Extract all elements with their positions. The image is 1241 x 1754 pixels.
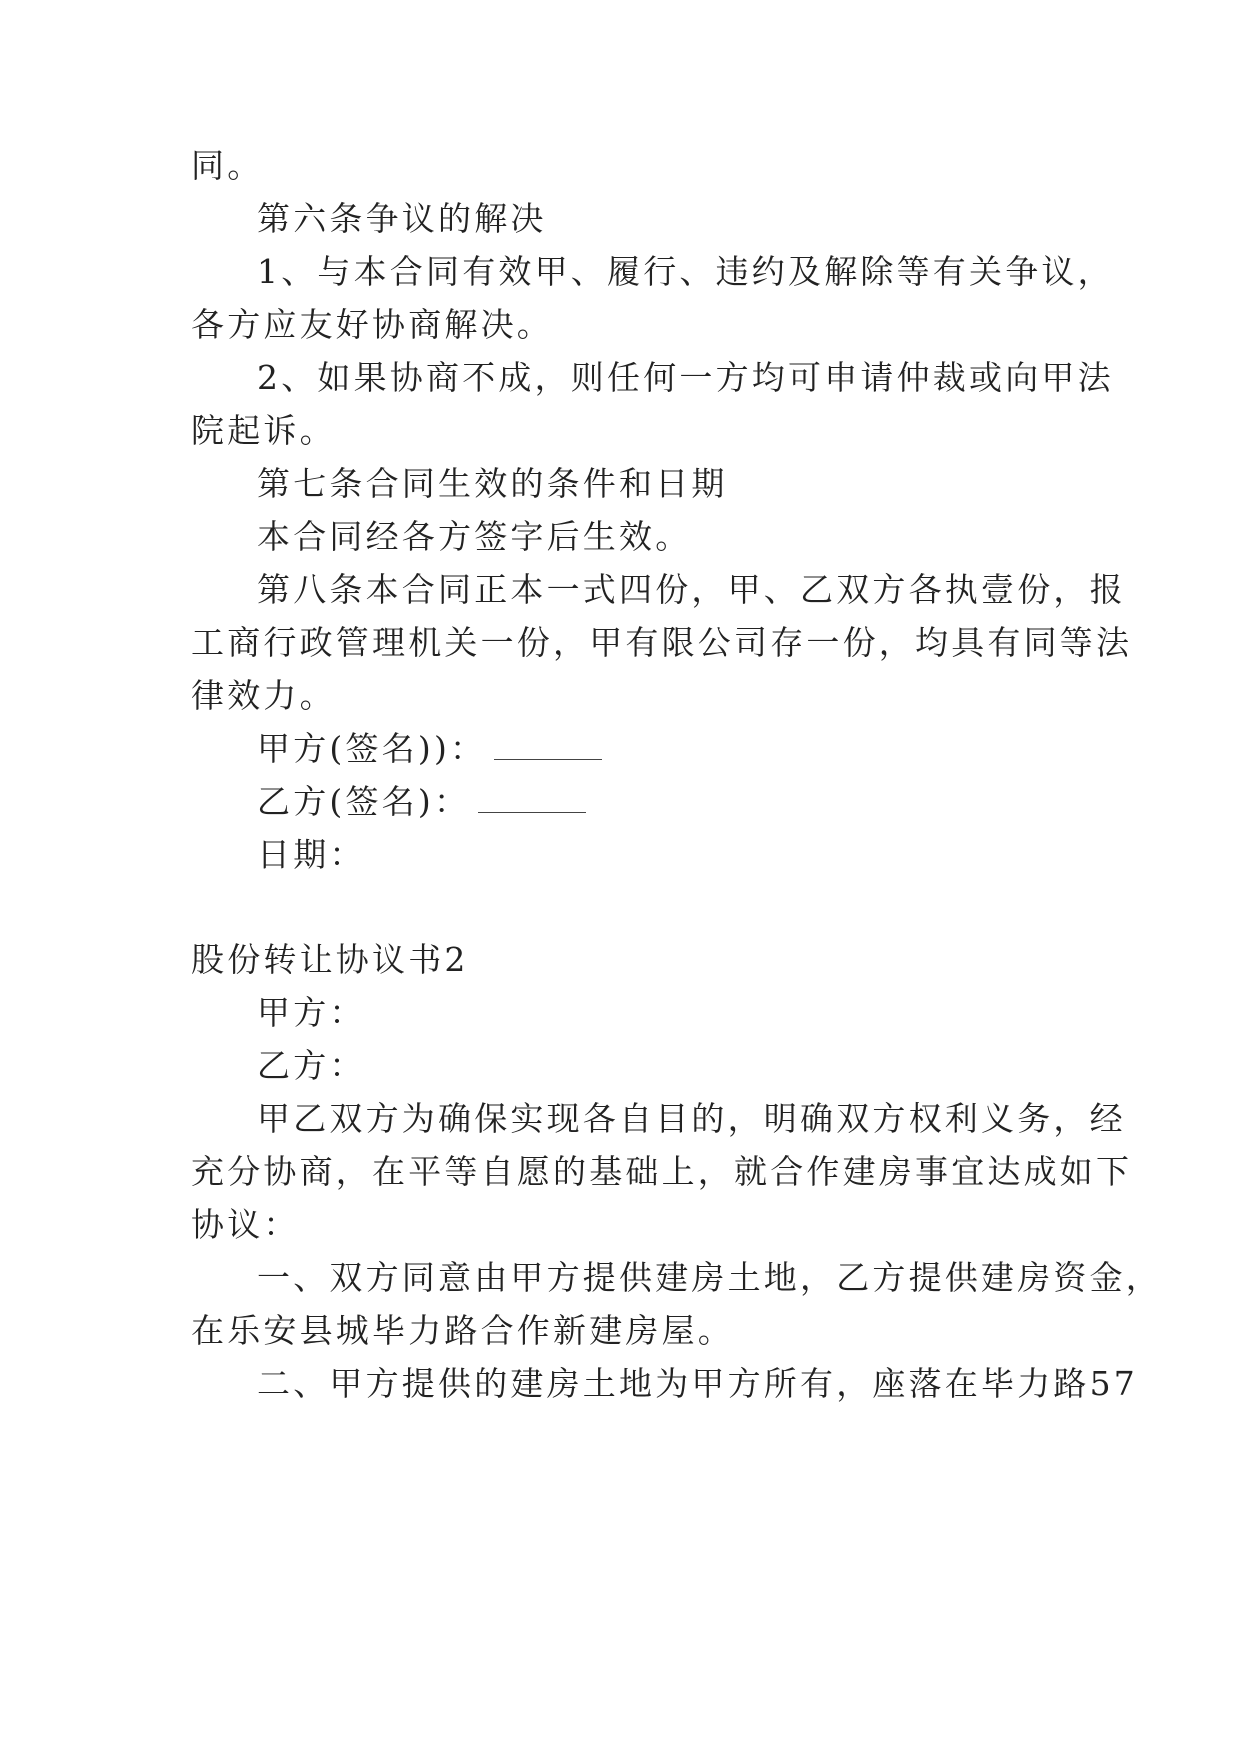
- party-b-label: 乙方：: [257, 1046, 366, 1085]
- paragraph-line: 充分协商，在平等自愿的基础上，就合作建房事宜达成如下: [191, 1152, 1133, 1191]
- paragraph-line: 在乐安县城毕力路合作新建房屋。: [191, 1311, 734, 1350]
- party-b-signature-label: 乙方(签名)：: [257, 782, 471, 821]
- paragraph-line: 第八条本合同正本一式四份，甲、乙双方各执壹份，报: [257, 570, 1126, 609]
- paragraph-line: 协议：: [191, 1205, 300, 1244]
- paragraph-line: 本合同经各方签字后生效。: [257, 517, 692, 556]
- paragraph-line: 1、与本合同有效甲、履行、违约及解除等有关争议，: [257, 252, 1114, 291]
- article-heading: 第六条争议的解决: [257, 199, 547, 238]
- party-a-signature-blank: [494, 733, 602, 760]
- date-label: 日期：: [257, 835, 366, 874]
- paragraph-line: 院起诉。: [191, 411, 336, 450]
- article-heading: 第七条合同生效的条件和日期: [257, 464, 728, 503]
- paragraph-line: 律效力。: [191, 676, 336, 715]
- paragraph-line: 同。: [191, 146, 264, 185]
- paragraph-line: 二、甲方提供的建房土地为甲方所有，座落在毕力路57: [257, 1364, 1138, 1403]
- paragraph-line: 各方应友好协商解决。: [191, 305, 553, 344]
- party-a-signature-line: [257, 729, 602, 769]
- paragraph-line: 2、如果协商不成，则任何一方均可申请仲裁或向甲法: [257, 358, 1114, 397]
- paragraph-line: 一、双方同意由甲方提供建房土地，乙方提供建房资金，: [257, 1258, 1162, 1297]
- party-a-label: 甲方：: [257, 993, 366, 1032]
- paragraph-line: 工商行政管理机关一份，甲有限公司存一份，均具有同等法: [191, 623, 1133, 662]
- party-a-signature-label: 甲方(签名))：: [257, 729, 487, 768]
- paragraph-line: 甲乙双方为确保实现各自目的，明确双方权利义务，经: [257, 1099, 1126, 1138]
- party-b-signature-blank: [478, 786, 586, 813]
- section-title: 股份转让协议书2: [191, 940, 469, 979]
- party-b-signature-line: [257, 782, 586, 822]
